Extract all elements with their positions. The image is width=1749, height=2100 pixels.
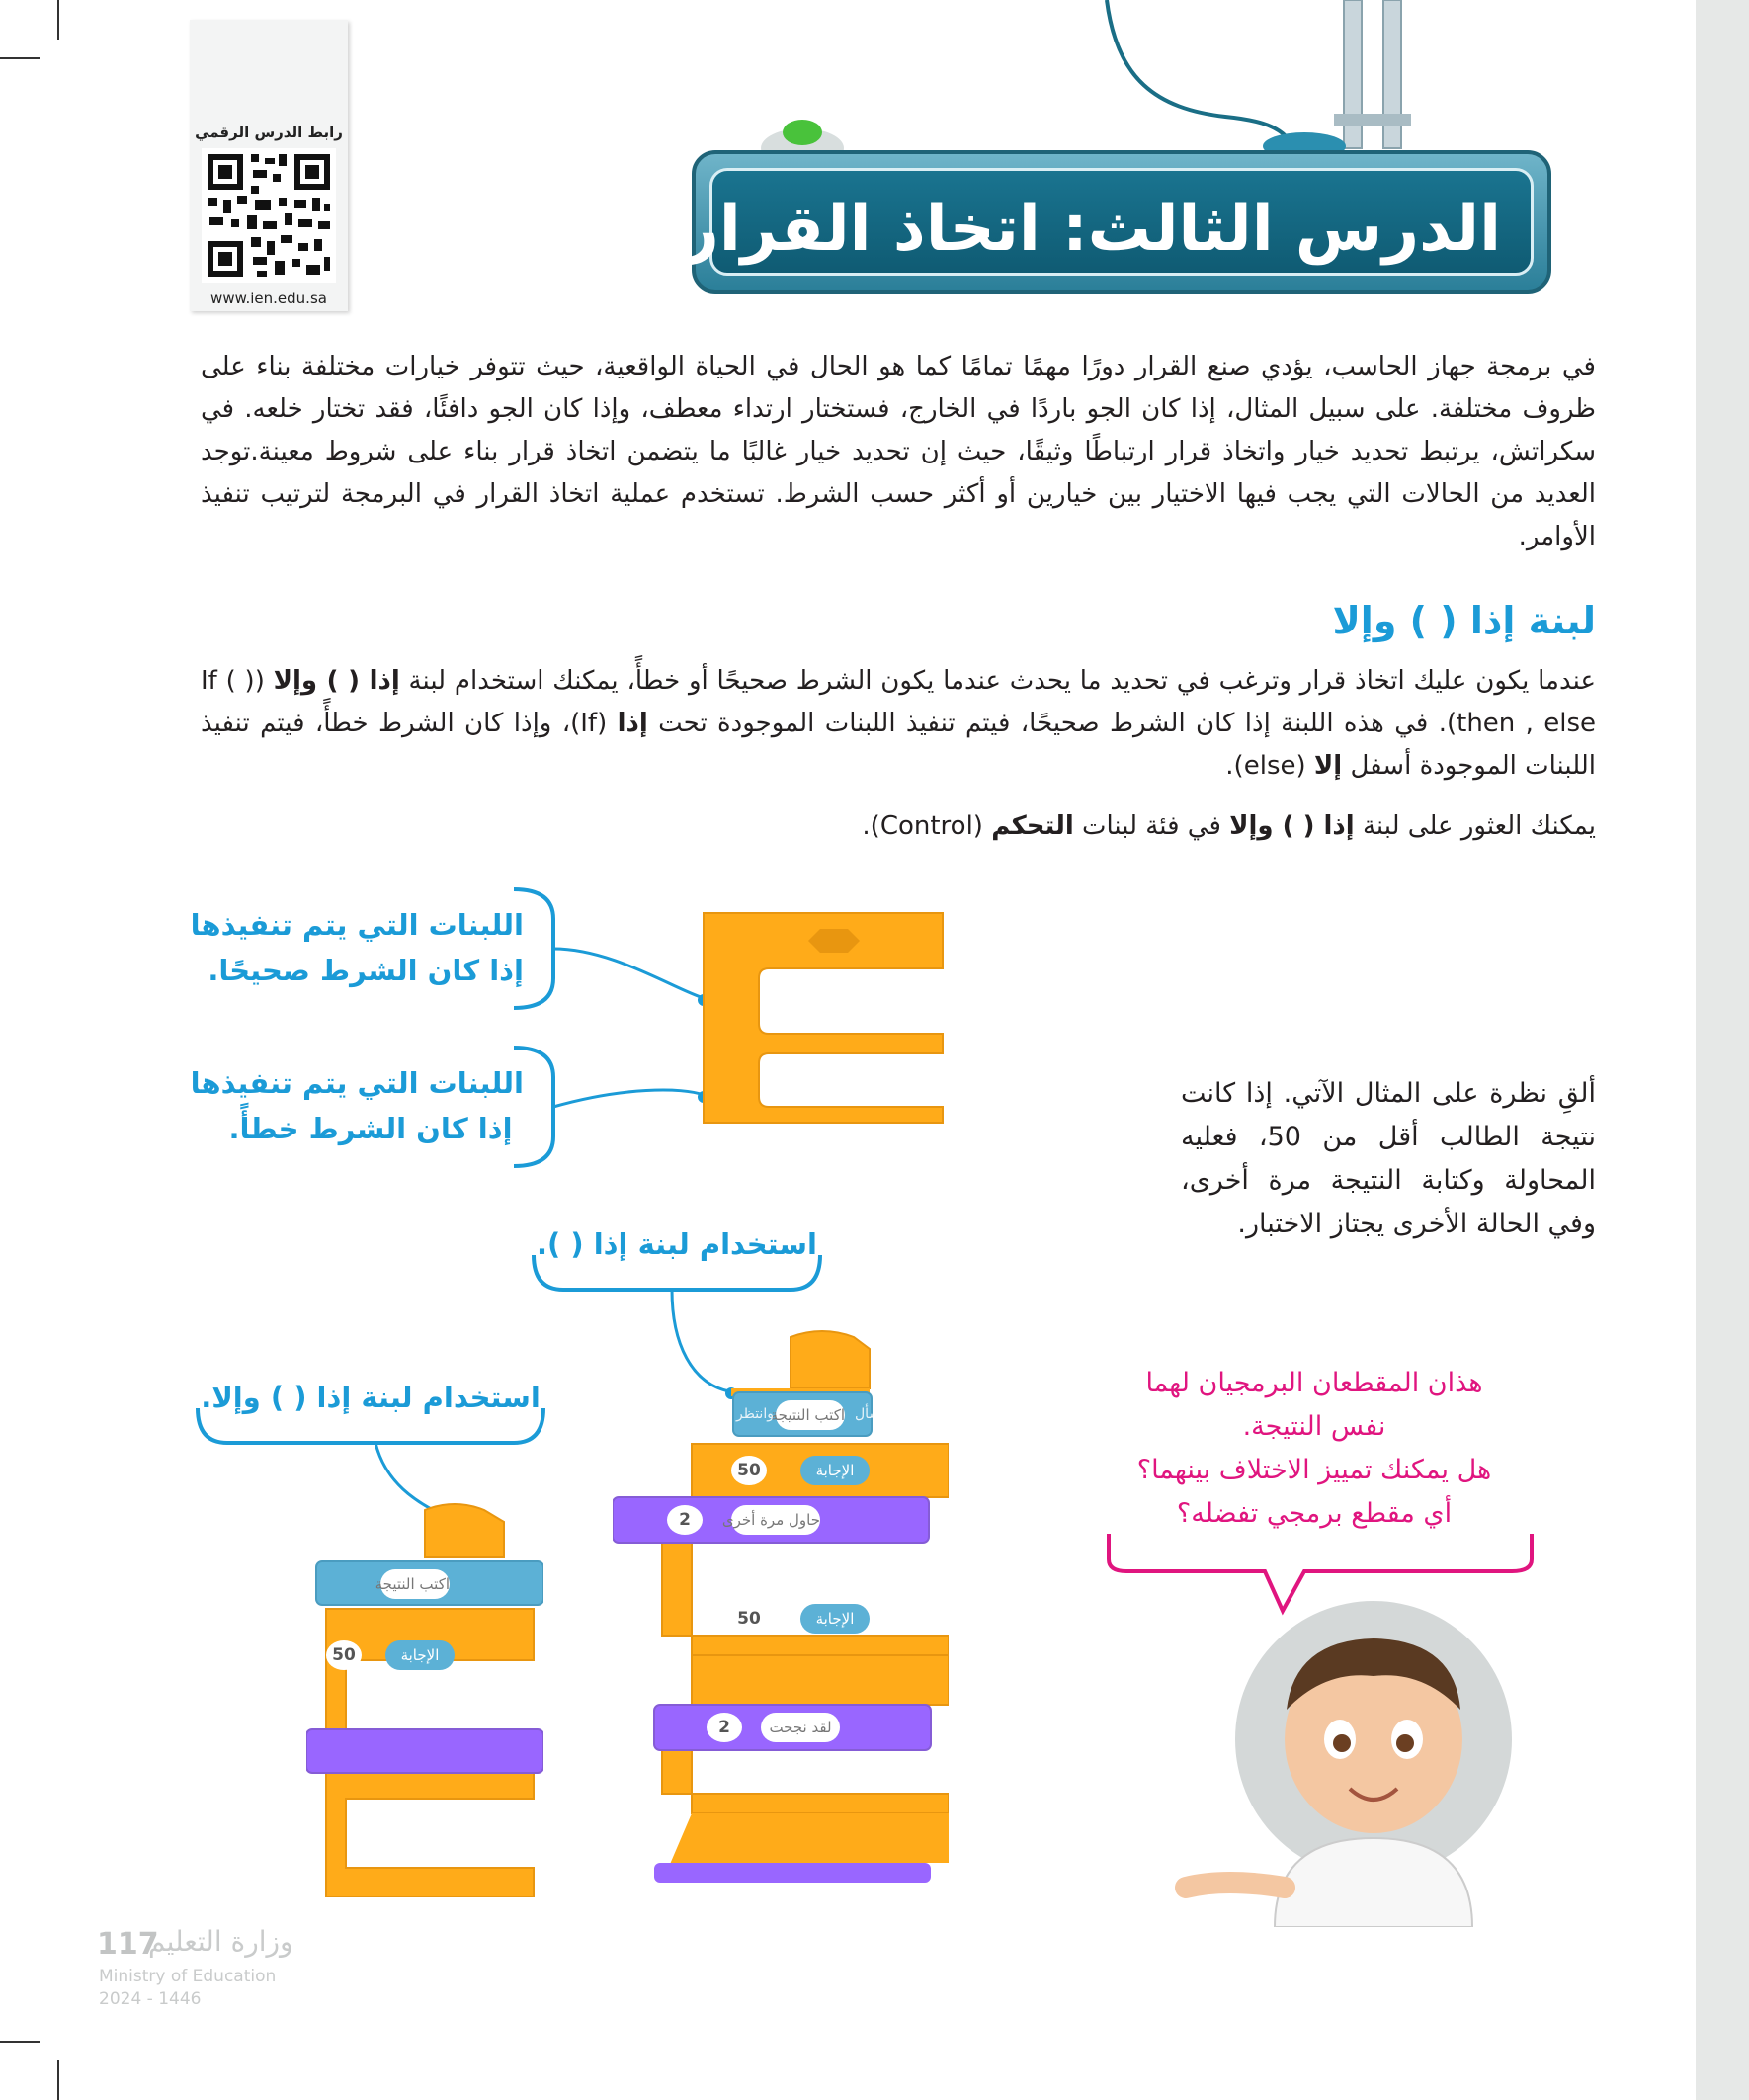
page-edge-band: [1696, 0, 1749, 2100]
callout-using-if-else: استخدام لبنة إذا ( ) وإلا.: [201, 1381, 541, 1414]
answer-reporter: الإجابة: [800, 1456, 870, 1485]
bold-term: إذا ( ) وإلا: [1229, 811, 1355, 841]
speech-line: نفس النتيجة.: [1242, 1411, 1386, 1442]
speech-line: هل يمكنك تمييز الاختلاف بينهما؟: [1136, 1455, 1492, 1485]
speech-line: هذان المقطعان البرمجيان لهما: [1145, 1368, 1483, 1398]
text-run: عندما يكون عليك اتخاذ قرار وترغب في تحديد ما يحدث عندما يكون الشرط صحيحًا أو خطأً، يمكنك استخدام لبنة: [399, 666, 1596, 696]
ministry-english: Ministry of Education: [99, 1967, 277, 1986]
control-category-paragraph: [201, 805, 1596, 848]
callout-false-branch: [190, 1060, 524, 1151]
ask-label: اسأل: [855, 1406, 885, 1422]
lesson-title-banner: [597, 150, 1551, 294]
callout-line: اللبنات التي يتم تنفيذها: [190, 908, 524, 942]
ask-input: اكتب النتيجة: [776, 1400, 845, 1430]
crop-mark: [0, 2041, 40, 2043]
bold-term: إلا: [1313, 751, 1343, 781]
bold-term: إذا ( ) وإلا: [273, 666, 400, 696]
callout-line: اللبنات التي يتم تنفيذها: [190, 1066, 524, 1100]
text-run: يمكنك العثور على لبنة: [1354, 811, 1596, 841]
two-seconds: 2: [707, 1713, 742, 1742]
answer-reporter: الإجابة: [385, 1640, 455, 1670]
text-run: في فئة لبنات: [1073, 811, 1230, 841]
fifty-value: 50: [731, 1456, 767, 1485]
ministry-arabic: وزارة التعليم: [148, 1925, 293, 1958]
example-text: ألقِ نظرة على المثال الآتي. إذا كانت نتيجة الطالب أقل من 50، فعليه المحاولة وكتابة النتيجة مرة أخرى، وفي الحالة الأخرى يجتاز الاختبار.: [1181, 1078, 1596, 1239]
if-else-block-diagram: [700, 909, 947, 1127]
bold-term: إذا: [617, 709, 648, 738]
text-run: (If ( ) then , else). في هذه اللبنة إذا كان الشرط صحيحًا، فيتم تنفيذ اللبنات الموجودة تحت: [201, 666, 1597, 738]
crop-mark: [57, 2060, 59, 2100]
if-else-paragraph: [201, 660, 1596, 788]
answer-reporter: الإجابة: [800, 1604, 870, 1634]
speech-line: أي مقطع برمجي تفضله؟: [1176, 1498, 1453, 1529]
intro-paragraph: في برمجة جهاز الحاسب، يؤدي صنع القرار دورًا مهمًا تمامًا كما هو الحال في الحياة الواقعية، حيث تتوفر خيارات مختلفة بناء على ظروف مختلفة. على سبيل المثال، إذا كان الجو باردًا في الخارج، فستختار ارتداء معطف، وإذا كان الجو دافئًا، فقد تختار خلعه. في سكراتش، يرتبط تحديد خيار واتخاذ قرار ارتباطًا وثيقًا، حيث إن تحديد خيار غالبًا ما يتضمن اتخاذ قرار بناء على شروط معينة.توجد العديد من الحالات التي يجب فيها الاختيار بين خيارين أو أكثر حسب الشرط. تستخدم عملية اتخاذ القرار في البرمجة لترتيب تنفيذ الأوامر.: [201, 352, 1596, 551]
callout-line: إذا كان الشرط خطأً.: [228, 1112, 513, 1145]
page-number: 117: [97, 1927, 159, 1962]
qr-title: رابط الدرس الرقمي: [195, 124, 343, 141]
say-passed-text: لقد نجحت: [761, 1713, 840, 1742]
crop-mark: [57, 0, 59, 40]
student-character: [1166, 1591, 1541, 1927]
page-title: الدرس الثالث: اتخاذ القرارات: [597, 193, 1501, 266]
script-if-blocks: [613, 1329, 949, 1883]
speech-bubble-text: [1077, 1362, 1551, 1536]
callout-line: إذا كان الشرط صحيحًا.: [208, 954, 524, 987]
bold-term: التحكم: [991, 811, 1074, 841]
callout-using-if: استخدام لبنة إذا ( ).: [537, 1227, 817, 1261]
qr-card[interactable]: [190, 20, 348, 311]
banner-inner: [597, 168, 1534, 276]
edition-year: 2024 - 1446: [99, 1989, 202, 2009]
fifty-value: 50: [731, 1604, 767, 1634]
say-retry-text: حاول مرة أخرى: [731, 1505, 820, 1535]
two-seconds: 2: [667, 1505, 703, 1535]
crop-mark: [0, 57, 40, 59]
script-if-else-block: [306, 1502, 543, 1897]
callout-true-branch: [190, 902, 524, 993]
text-run: (If)، وإذا كان الشرط خطأً، فيتم تنفيذ اللبنات الموجودة أسفل: [201, 709, 1596, 781]
qr-url[interactable]: www.ien.edu.sa: [210, 290, 327, 307]
section-heading: لبنة إذا ( ) وإلا: [1332, 599, 1596, 642]
fifty-value: 50: [326, 1640, 362, 1670]
ask-input: اكتب النتيجة: [380, 1569, 450, 1599]
script-if-else-shapes: [306, 1502, 543, 1897]
wait-label: وانتظر: [736, 1406, 774, 1422]
qr-code-icon[interactable]: [202, 148, 336, 283]
text-run: (else).: [1225, 751, 1314, 781]
text-run: (Control).: [862, 811, 992, 841]
